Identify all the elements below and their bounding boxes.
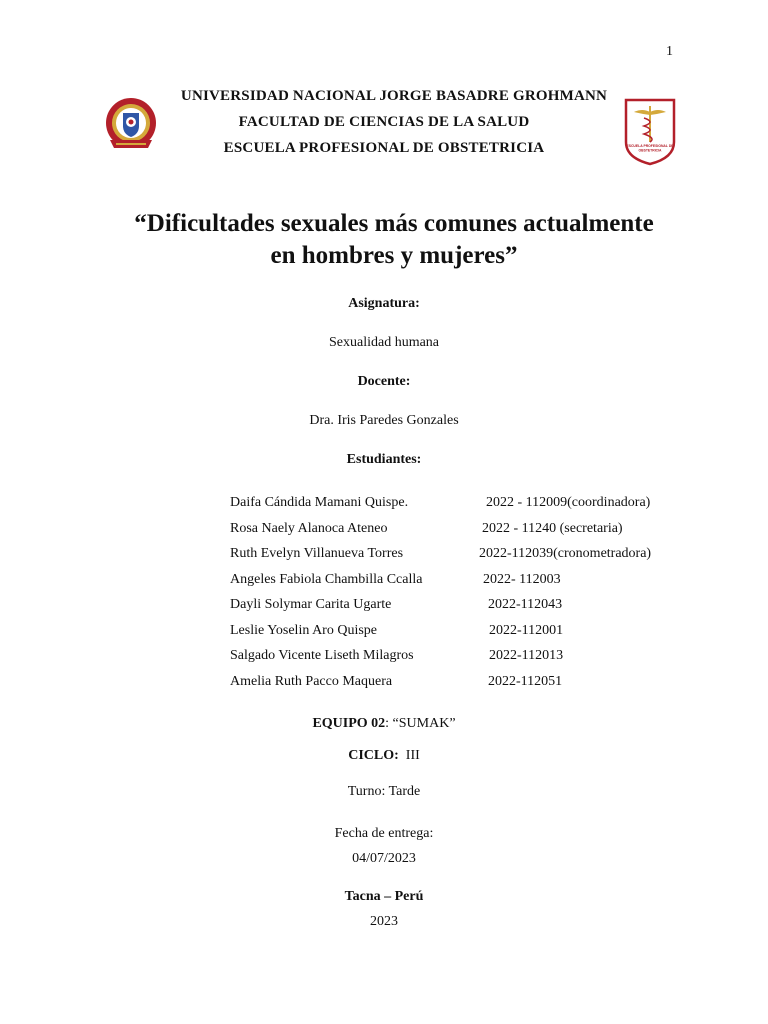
list-item: [230, 621, 700, 647]
title-line-2: en hombres y mujeres”: [270, 242, 518, 269]
student-name: Leslie Yoselin Aro Quispe: [230, 622, 377, 638]
students-label: Estudiantes:: [346, 452, 422, 467]
year: 2023: [370, 914, 398, 929]
student-code: 2022-112001: [489, 622, 564, 638]
page-number: 1: [666, 44, 673, 59]
student-name: Salgado Vicente Liseth Milagros: [230, 648, 414, 663]
university-name: UNIVERSIDAD NACIONAL JORGE BASADRE GROHMANN: [180, 88, 608, 104]
student-code: 2022-112051: [488, 673, 563, 689]
list-item: [230, 646, 700, 672]
list-item: [230, 519, 700, 545]
student-code: 2022-112039(cronometradora): [479, 546, 652, 561]
student-code: 2022 - 11240 (secretaria): [482, 520, 623, 536]
student-name: Rosa Naely Alanoca Ateneo: [230, 520, 388, 536]
faculty-name: FACULTAD DE CIENCIAS DE LA SALUD: [238, 114, 530, 130]
student-code: 2022- 112003: [483, 571, 561, 587]
title-line-1: “Dificultades sexuales más comunes actualmente: [134, 210, 654, 237]
list-item: [230, 570, 700, 596]
cycle-label: CICLO:: [348, 748, 399, 763]
place: Tacna – Perú: [344, 889, 424, 904]
school-name: ESCUELA PROFESIONAL DE OBSTETRICIA: [223, 140, 545, 156]
delivery-date: 04/07/2023: [352, 851, 416, 866]
list-item: [230, 544, 700, 570]
cycle-value: III: [405, 748, 420, 763]
student-code: 2022-112043: [488, 597, 563, 612]
student-name: Angeles Fabiola Chambilla Ccalla: [230, 571, 423, 587]
team-label: EQUIPO 02: [312, 716, 386, 731]
logo-text-line-1: ESCUELA PROFESIONAL DE: [626, 144, 674, 148]
teacher-value: Dra. Iris Paredes Gonzales: [309, 413, 459, 428]
teacher-label: Docente:: [357, 374, 411, 389]
students-list: [230, 493, 700, 697]
list-item: [230, 672, 700, 698]
delivery-label: Fecha de entrega:: [334, 826, 434, 841]
student-name: Ruth Evelyn Villanueva Torres: [230, 546, 404, 561]
student-name: Daifa Cándida Mamani Quispe.: [230, 495, 409, 510]
institution-header: [0, 86, 768, 164]
subject-value: Sexualidad humana: [328, 335, 440, 350]
list-item: [230, 493, 700, 519]
list-item: [230, 595, 700, 621]
document-title: [60, 208, 728, 272]
shift: Turno: Tarde: [347, 784, 421, 799]
logo-text-line-2: OBSTETRICIA: [638, 148, 662, 153]
student-code: 2022 - 112009(coordinadora): [486, 495, 651, 510]
student-code: 2022-112013: [489, 648, 564, 663]
team-line: [0, 716, 768, 732]
student-name: Amelia Ruth Pacco Maquera: [230, 673, 393, 689]
cycle-line: [0, 748, 768, 764]
subject-label: Asignatura:: [348, 296, 420, 311]
team-value: : “SUMAK”: [385, 716, 456, 731]
student-name: Dayli Solymar Carita Ugarte: [230, 597, 392, 612]
